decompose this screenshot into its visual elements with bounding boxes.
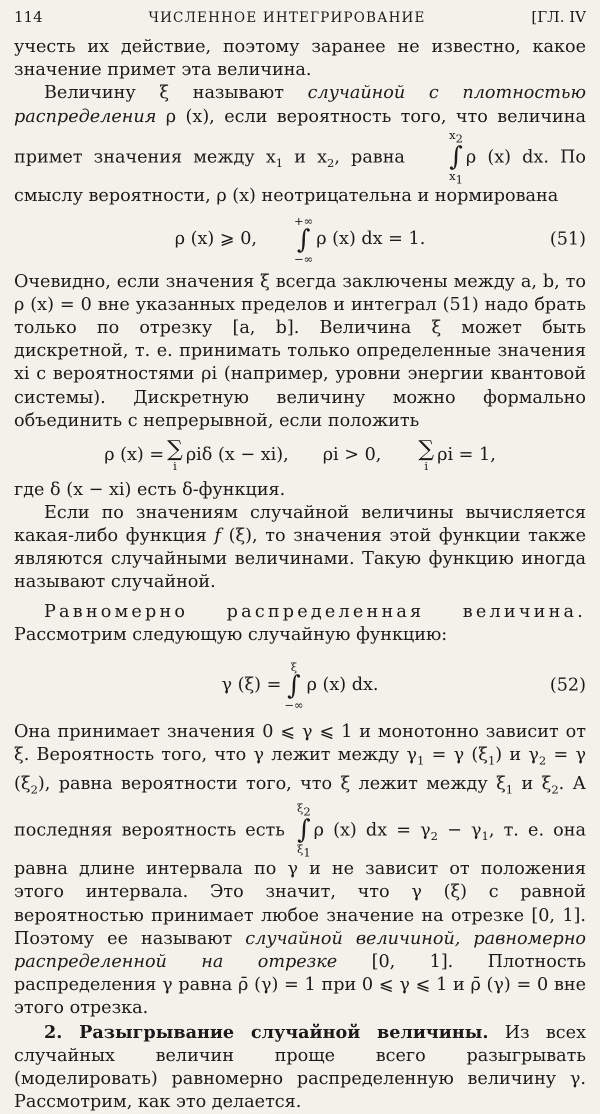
paragraph-8: 2. Разыгрывание случайной величины. Из всех случайных величин проще всего разыгрывать (моделировать) равномерно распределенную величину γ. Рассмотрим, как это делается. bbox=[14, 1021, 586, 1113]
integral-sign: ξ ∫ −∞ bbox=[284, 659, 304, 712]
integral-sign: $\xi_2$ ∫ $\xi_1$ bbox=[297, 800, 311, 860]
paragraph-3: Очевидно, если значения ξ всегда заключены между a, b, то ρ (x) = 0 вне указанных пределов и интеграл (51) надо брать только по отрезку [a, b]. Величина ξ может быть дискретной, т. е. принимать только определенные значения xi с вероятностями ρi (например, уровни энергии квантовой системы). Дискретную величину можно формально объединить с непрерывной, если положить bbox=[14, 271, 586, 431]
page-number: 114 bbox=[14, 8, 43, 26]
section-heading: Равномерно распределенная величина. bbox=[44, 601, 586, 622]
integral-sign: $x_2$ ∫ $x_1$ bbox=[449, 127, 463, 187]
equation-discrete: ρ (x) = ∑ i ρiδ (x − xi), ρi > 0, ∑ i ρi = 1, bbox=[104, 437, 496, 474]
sum-sign: ∑ i bbox=[418, 437, 435, 474]
integral-sign: +∞ ∫ −∞ bbox=[294, 213, 314, 266]
running-header bbox=[14, 6, 586, 36]
equation-number: (51) bbox=[549, 229, 586, 250]
sum-sign: ∑ i bbox=[167, 437, 183, 474]
chapter-label: [ГЛ. IV bbox=[531, 8, 586, 26]
paragraph-4: где δ (x − xi) есть δ-функция. bbox=[14, 479, 286, 500]
paragraph-7: Она принимает значения 0 ⩽ γ ⩽ 1 и монотонно зависит от ξ. Вероятность того, что γ лежит между $\gamma_1 = \gamma$ $(\xi_1)$ и $\gamma_2 = \gamma$ $(\xi_2)$, равна вероятности того, что ξ лежит между $\xi_1$ и $\xi_2$. А последняя вероятность есть $\xi_2$ ∫ $\xi_1$ ρ (x) dx = $\gamma_2 - \gamma_1$, т. е. она равна длине интервала по γ и не зависит от положения этого интервала. Это значит, что γ (ξ) с равной вероятностью принимает любое значение на отрезке [0, 1]. Поэтому ее называют случайной величиной, равномерно распределенной на отрезке [0, 1]. Плотность распределения γ равна ρ̄ (γ) = 1 при 0 ⩽ γ ⩽ 1 и ρ̄ (γ) = 0 вне этого отрезка. bbox=[14, 721, 587, 1019]
equation-number: (52) bbox=[549, 675, 586, 696]
section-heading: 2. Разыгрывание случайной величины. bbox=[44, 1021, 489, 1043]
paragraph-6: Равномерно распределенная величина. Рассмотрим следующую случайную функцию: bbox=[14, 601, 586, 645]
paragraph-2: Величину ξ называют случайной с плотностью распределения ρ (x), если вероятность того, что величина примет значения между $x_1$ и $x_2$, равна $x_2$ ∫ $x_1$ ρ (x) dx. По смыслу вероятности, ρ (x) неотрицательна и нормирована bbox=[14, 83, 587, 207]
running-title: ЧИСЛЕННОЕ ИНТЕГРИРОВАНИЕ bbox=[148, 10, 426, 26]
paragraph-5: Если по значениям случайной величины вычисляется какая-либо функция f (ξ), то значения этой функции также являются случайными величинами. Такую функцию иногда называют случайной. bbox=[14, 502, 586, 593]
equation-51: ρ (x) ⩾ 0, +∞ ∫ −∞ ρ (x) dx = 1. (51) bbox=[174, 213, 586, 266]
equation-52: γ (ξ) = ξ ∫ −∞ ρ (x) dx. (52) bbox=[221, 659, 586, 712]
paragraph-1: учесть их действие, поэтому заранее не известно, какое значение примет эта величина. bbox=[14, 37, 586, 81]
